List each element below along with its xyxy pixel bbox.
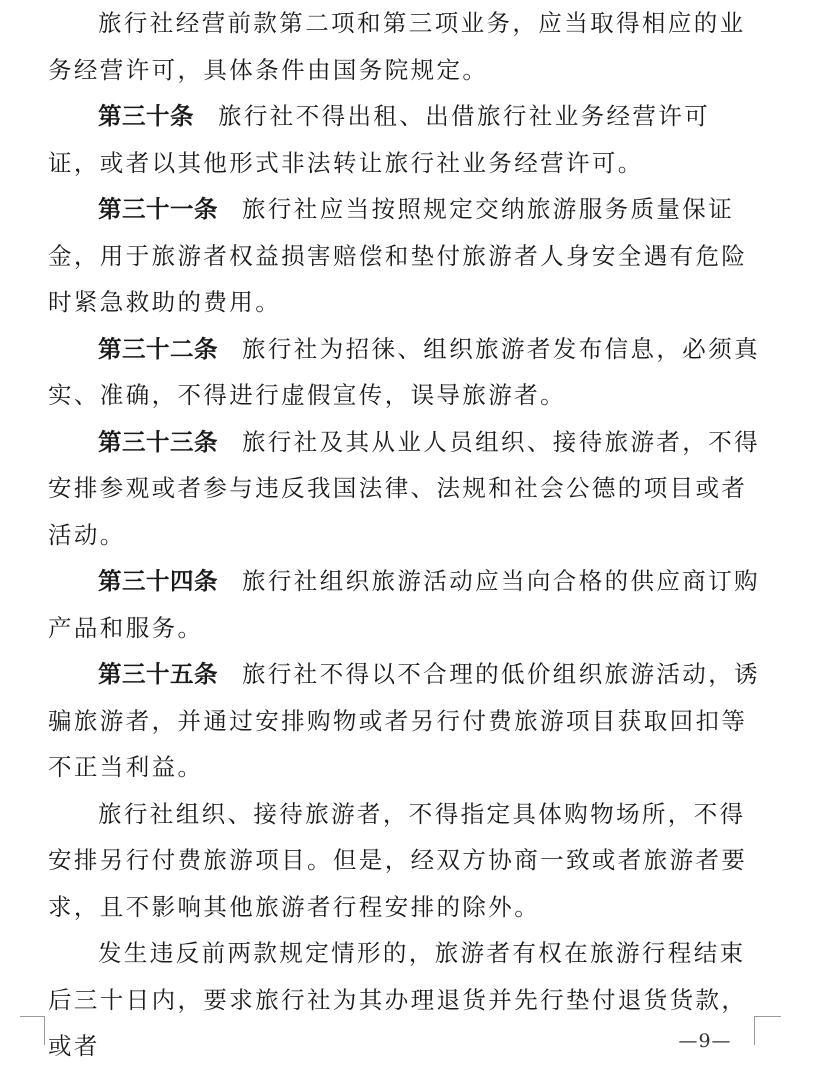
article-31 xyxy=(48,186,760,326)
page-number: —9— xyxy=(678,1030,732,1052)
paragraph-text: 旅行社经营前款第二项和第三项业务，应当取得相应的业务经营许可，具体条件由国务院规定。 xyxy=(48,9,746,84)
paragraph-9 xyxy=(48,930,760,1070)
article-30 xyxy=(48,93,760,186)
article-number: 第三十五条 xyxy=(98,660,218,688)
article-33 xyxy=(48,419,760,559)
article-34 xyxy=(48,558,760,651)
article-number: 第三十二条 xyxy=(98,334,218,363)
paragraph-text: 旅行社及其从业人员组织、接待旅游者，不得安排参观或者参与违反我国法律、法规和社会公德的项目或者活动。 xyxy=(48,427,760,549)
paragraph-text: 旅行社组织、接待旅游者，不得指定具体购物场所，不得安排另行付费旅游项目。但是，经双方协商一致或者旅游者要求，且不影响其他旅游者行程安排的除外。 xyxy=(48,799,748,921)
paragraph-text: 旅行社应当按照规定交纳旅游服务质量保证金，用于旅游者权益损害赔偿和垫付旅游者人身安全遇有危险时紧急救助的费用。 xyxy=(48,195,748,316)
paragraph-8 xyxy=(48,791,760,931)
article-number: 第三十四条 xyxy=(98,567,218,595)
paragraph-text: 旅行社组织旅游活动应当向合格的供应商订购产品和服务。 xyxy=(48,567,760,642)
article-number: 第三十条 xyxy=(98,102,194,130)
corner-mark-right xyxy=(754,1016,781,1045)
paragraph-text: 旅行社不得出租、出借旅行社业务经营许可证，或者以其他形式非法转让旅行社业务经营许可。 xyxy=(48,102,711,177)
paragraph-1 xyxy=(48,0,760,93)
article-number: 第三十三条 xyxy=(98,427,218,456)
paragraph-text: 旅行社为招徕、组织旅游者发布信息，必须真实、准确，不得进行虚假宣传，误导旅游者。 xyxy=(48,334,760,409)
paragraph-text: 发生违反前两款规定情形的，旅游者有权在旅游行程结束后三十日内，要求旅行社为其办理退货并先行垫付退货货款，或者 xyxy=(48,939,748,1060)
document-body xyxy=(48,0,760,1070)
paragraph-text: 旅行社不得以不合理的低价组织旅游活动，诱骗旅游者，并通过安排购物或者另行付费旅游项目获取回扣等不正当利益。 xyxy=(48,660,760,781)
article-number: 第三十一条 xyxy=(98,195,218,223)
corner-mark-left xyxy=(20,1016,45,1045)
article-32 xyxy=(48,326,760,419)
article-35 xyxy=(48,651,760,791)
